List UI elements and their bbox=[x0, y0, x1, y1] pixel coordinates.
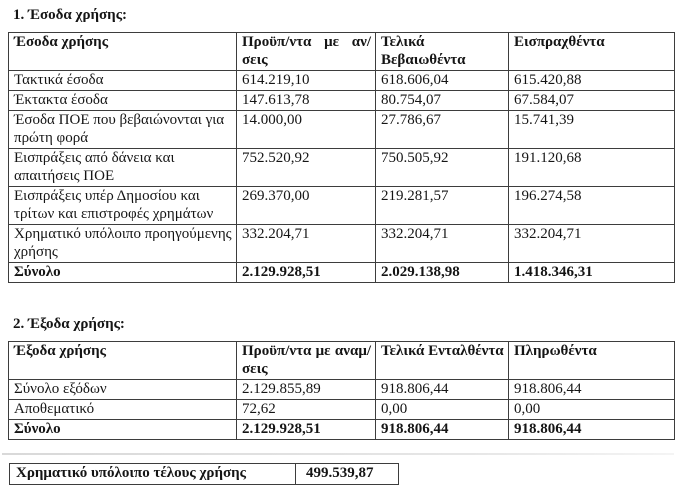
row-value: 80.754,07 bbox=[376, 91, 509, 111]
row-label: Σύνολο εξόδων bbox=[9, 380, 237, 400]
expenses-total-row bbox=[9, 420, 675, 440]
table-row bbox=[9, 111, 675, 149]
row-label: Τακτικά έσοδα bbox=[9, 71, 237, 91]
total-value: 1.418.346,31 bbox=[509, 263, 675, 283]
expenses-header-paid: Πληρωθέντα bbox=[509, 342, 675, 380]
closing-balance-table bbox=[9, 463, 399, 485]
closing-balance-value: 499.539,87 bbox=[296, 464, 399, 485]
row-value: 332.204,71 bbox=[509, 225, 675, 263]
row-label: Εισπράξεις από δάνεια και απαιτήσεις ΠΟΕ bbox=[9, 149, 237, 187]
revenue-header-row bbox=[9, 33, 675, 71]
row-value: 14.000,00 bbox=[237, 111, 376, 149]
row-label: Χρηματικό υπόλοιπο προηγούμενης χρήσης bbox=[9, 225, 237, 263]
total-value: 2.029.138,98 bbox=[376, 263, 509, 283]
closing-balance-label: Χρηματικό υπόλοιπο τέλους χρήσης bbox=[10, 464, 296, 485]
row-label: Αποθεματικό bbox=[9, 400, 237, 420]
row-value: 27.786,67 bbox=[376, 111, 509, 149]
revenue-header-budgeted: Προϋπ/ντα με αν/σεις bbox=[237, 33, 376, 71]
row-value: 615.420,88 bbox=[509, 71, 675, 91]
row-value: 750.505,92 bbox=[376, 149, 509, 187]
total-value: 2.129.928,51 bbox=[237, 420, 376, 440]
section1-title: 1. Έσοδα χρήσης: bbox=[13, 7, 128, 23]
row-label: Έσοδα ΠΟΕ που βεβαιώνονται για πρώτη φορά bbox=[9, 111, 237, 149]
row-value: 15.741,39 bbox=[509, 111, 675, 149]
table-row bbox=[9, 225, 675, 263]
row-value: 752.520,92 bbox=[237, 149, 376, 187]
revenue-header-collected: Εισπραχθέντα bbox=[509, 33, 675, 71]
row-value: 614.219,10 bbox=[237, 71, 376, 91]
row-value: 918.806,44 bbox=[376, 380, 509, 400]
section2-title: 2. Έξοδα χρήσης: bbox=[13, 316, 125, 332]
row-value: 67.584,07 bbox=[509, 91, 675, 111]
table-row bbox=[9, 149, 675, 187]
row-value: 191.120,68 bbox=[509, 149, 675, 187]
row-value: 332.204,71 bbox=[237, 225, 376, 263]
revenue-header-category: Έσοδα χρήσης bbox=[9, 33, 237, 71]
total-value: 918.806,44 bbox=[376, 420, 509, 440]
revenue-total-row bbox=[9, 263, 675, 283]
table-row bbox=[9, 91, 675, 111]
row-value: 147.613,78 bbox=[237, 91, 376, 111]
row-label: Εισπράξεις υπέρ Δημοσίου και τρίτων και επιστροφές χρημάτων bbox=[9, 187, 237, 225]
row-value: 196.274,58 bbox=[509, 187, 675, 225]
total-value: 918.806,44 bbox=[509, 420, 675, 440]
total-value: 2.129.928,51 bbox=[237, 263, 376, 283]
scan-artifact-line bbox=[2, 453, 674, 455]
table-row bbox=[9, 71, 675, 91]
table-row bbox=[9, 380, 675, 400]
row-value: 72,62 bbox=[237, 400, 376, 420]
row-value: 0,00 bbox=[509, 400, 675, 420]
row-value: 618.606,04 bbox=[376, 71, 509, 91]
total-label: Σύνολο bbox=[9, 263, 237, 283]
row-value: 332.204,71 bbox=[376, 225, 509, 263]
row-value: 219.281,57 bbox=[376, 187, 509, 225]
table-row bbox=[9, 400, 675, 420]
table-row bbox=[9, 187, 675, 225]
expenses-header-ordered: Τελικά Ενταλθέντα bbox=[376, 342, 509, 380]
revenue-table bbox=[8, 32, 675, 283]
expenses-table bbox=[8, 341, 675, 440]
total-label: Σύνολο bbox=[9, 420, 237, 440]
row-label: Έκτακτα έσοδα bbox=[9, 91, 237, 111]
row-value: 0,00 bbox=[376, 400, 509, 420]
row-value: 269.370,00 bbox=[237, 187, 376, 225]
expenses-header-category: Έξοδα χρήσης bbox=[9, 342, 237, 380]
row-value: 918.806,44 bbox=[509, 380, 675, 400]
row-value: 2.129.855,89 bbox=[237, 380, 376, 400]
expenses-header-budgeted: Προϋπ/ντα με αναμ/σεις bbox=[237, 342, 376, 380]
expenses-header-row bbox=[9, 342, 675, 380]
revenue-header-certified: Τελικά Βεβαιωθέντα bbox=[376, 33, 509, 71]
closing-balance-row bbox=[10, 464, 399, 485]
